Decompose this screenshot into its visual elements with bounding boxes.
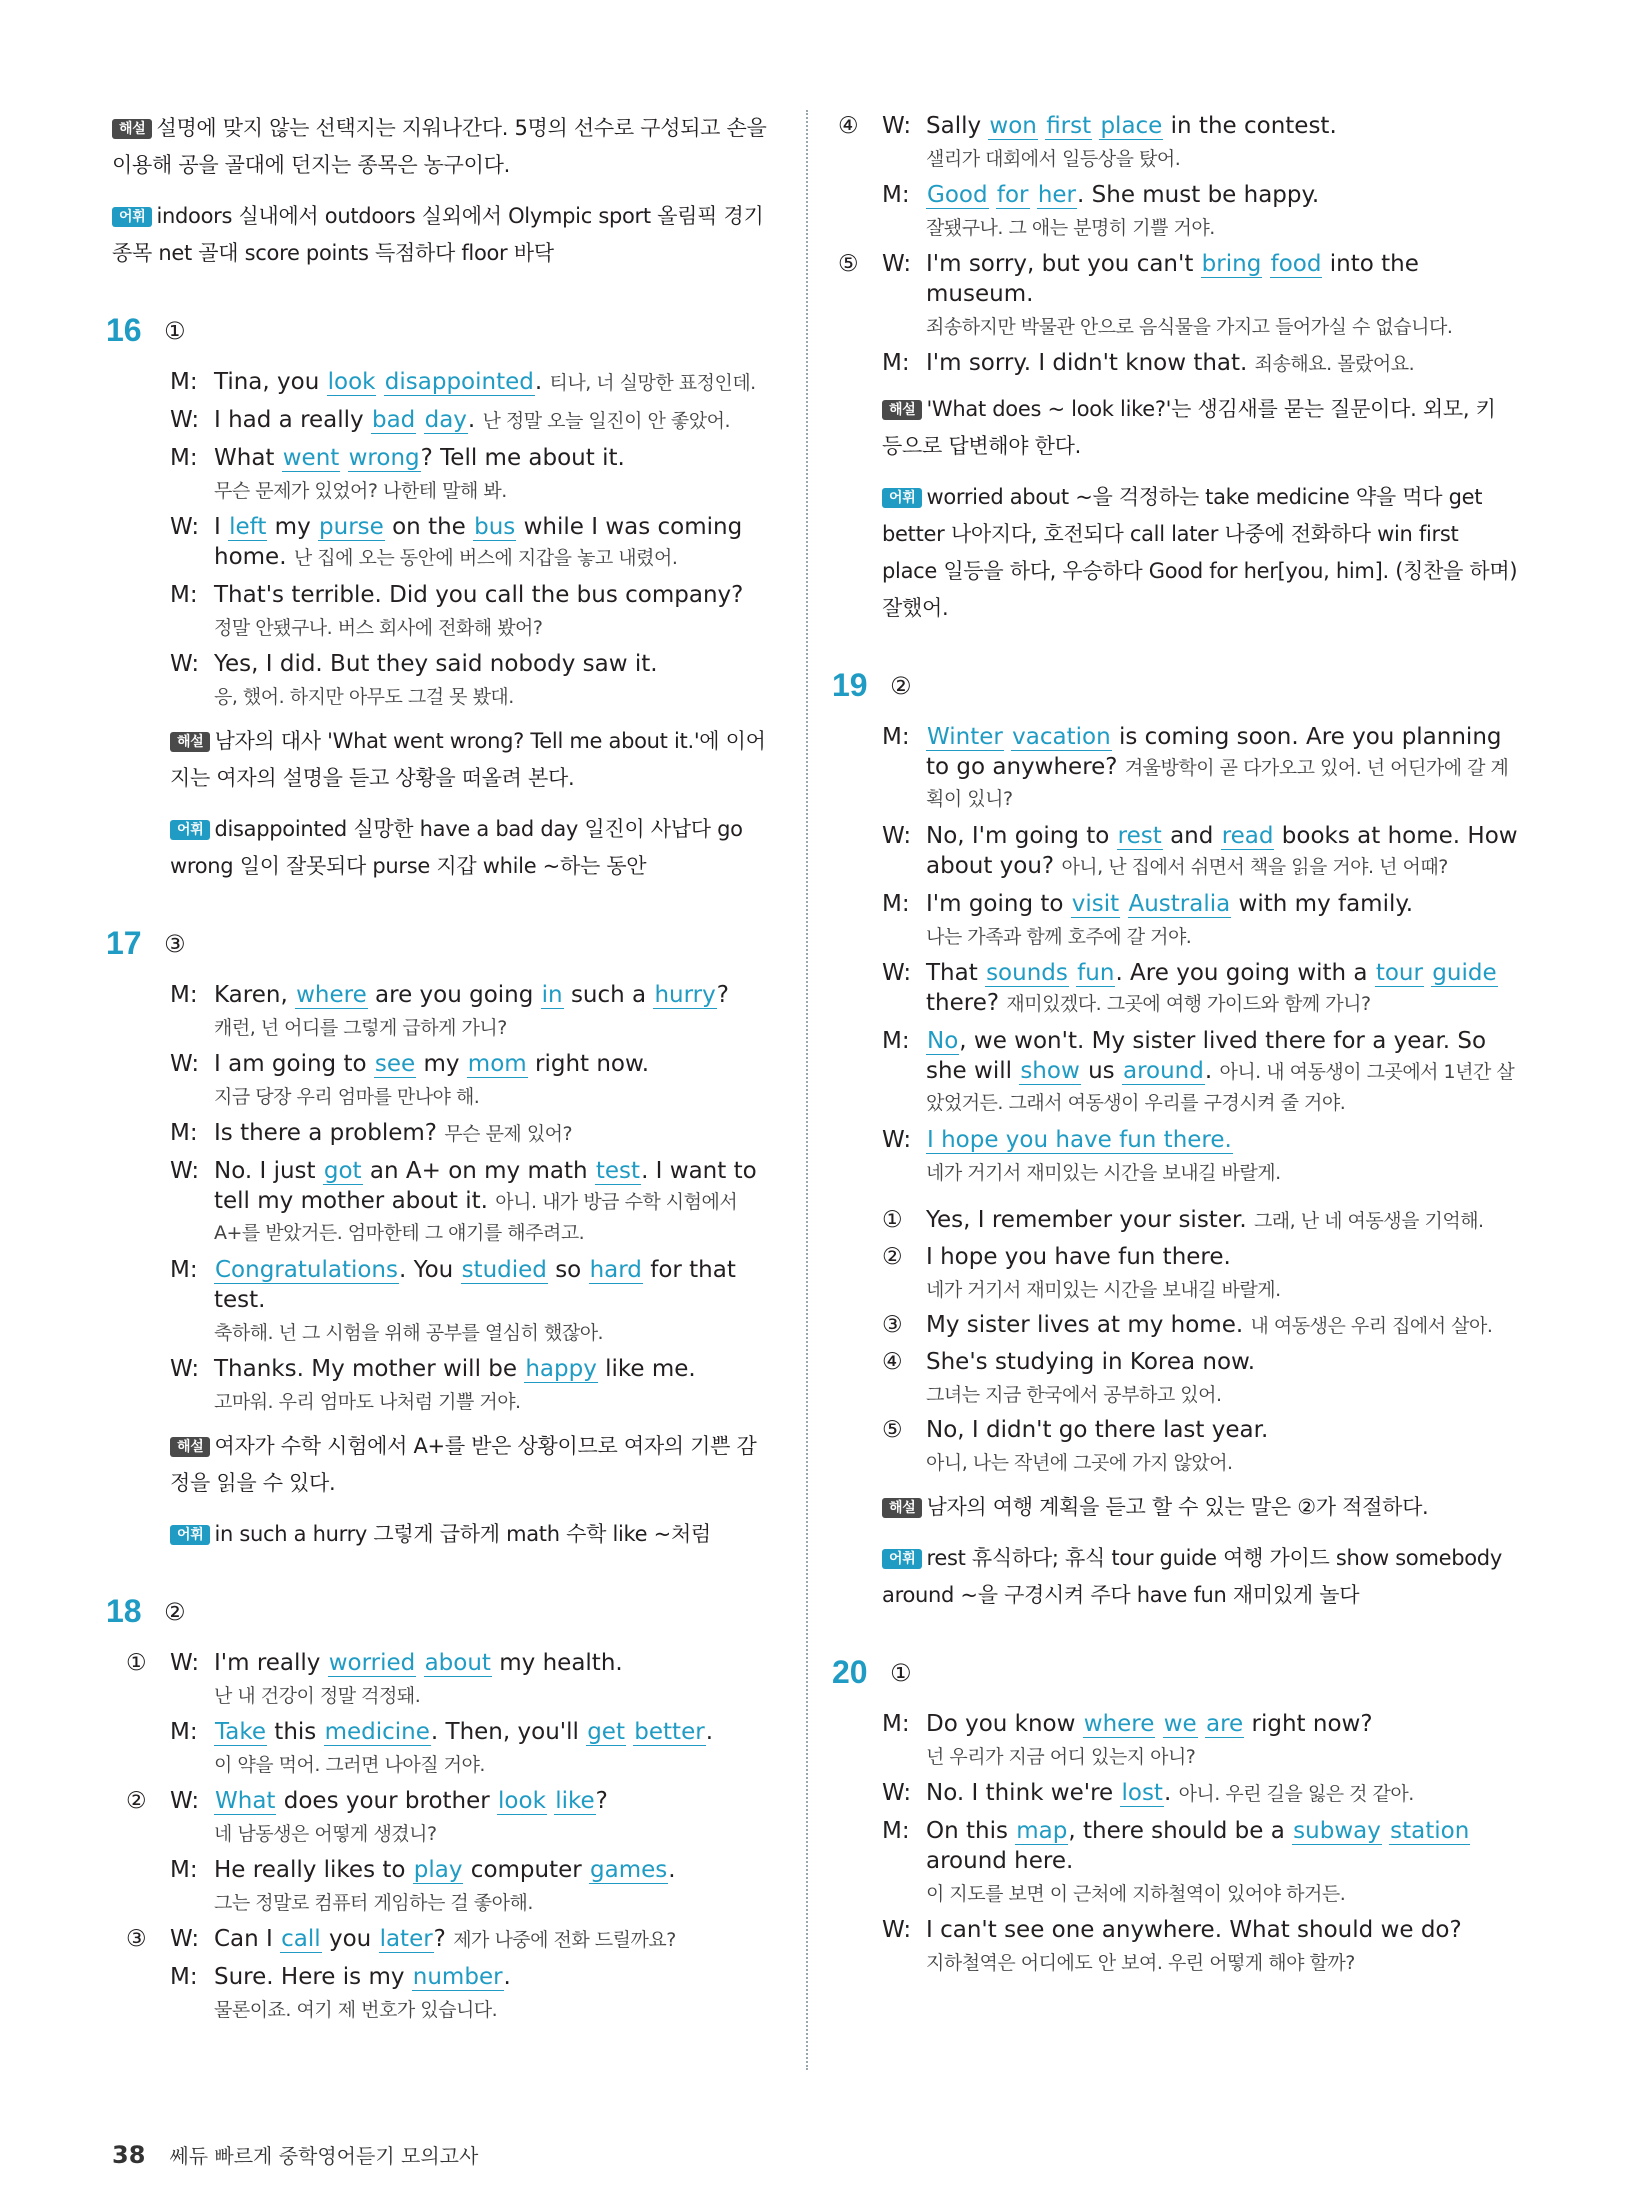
vocabulary-note: 어휘 indoors 실내에서 outdoors 실외에서 Olympic sport 올림픽 경기 종목 net 골대 score points 득점하다 floor 바닥	[112, 204, 764, 265]
explanation-note: 해설 남자의 대사 'What went wrong? Tell me about it.'에 이어지는 여자의 설명을 듣고 상황을 떠올려 본다.	[170, 729, 766, 790]
dialogue: ④ W: Sally won first place in the contest. 샐리가 대회에서 일등상을 탔어. M: Good for her. She must be happy. 잘됐구나. 그 애는 분명히 기쁠 거야. ⑤ W: I'm sorry, but you can't bring food into the museum. 죄송하지만 박물관 안으로 음식물을 가지고 들어가실 수 없습니다. M: I'm sorry. I didn't know that. 죄송해요. 몰랐어요.	[882, 111, 1518, 379]
book-title: 쎄듀 빠르게 중학영어듣기 모의고사	[169, 2144, 479, 2168]
dialogue-line: M: On this map, there should be a subway station around here.	[882, 1818, 1470, 1874]
dialogue-line: M: I'm sorry. I didn't know that. 죄송해요. 몰랐어요.	[882, 350, 1415, 376]
dialogue-line: M: He really likes to play computer games.	[170, 1857, 676, 1883]
answer-choices: ① Yes, I remember your sister. 그래, 난 네 여동생을 기억해. ② I hope you have fun there. 네가 거기서 재미있는 시간을 보내길 바랄게. ③ My sister lives at my home. 내 여동생은 우리 집에서 살아. ④ She's studying in Korea now. 그녀는 지금 한국에서 공부하고 있어. ⑤ No, I didn't go there last year. 아니, 나는 작년에 그곳에 가지 않았어.	[882, 1205, 1518, 1477]
dialogue-line: W: I hope you have fun there.	[882, 1127, 1232, 1153]
dialogue-line: M: Good for her. She must be happy.	[882, 182, 1320, 208]
question-header: 20 ①	[832, 1654, 912, 1690]
dialogue: ① W: I'm really worried about my health. 난 내 건강이 정말 걱정돼. M: Take this medicine. Then, you'll get better. 이 약을 먹어. 그러면 나아질 거야. ② W: What does your brother look like? 네 남동생은 어떻게 생겼니? M: He really likes to play computer games. 그는 정말로 컴퓨터 게임하는 걸 좋아해. ③ W: Can I call you later? 제가 나중에 전화 드릴까요? M: Sure. Here is my number. 물론이죠. 여기 제 번호가 있습니다.	[170, 1648, 772, 2024]
dialogue-line: W: I left my purse on the bus while I was coming home. 난 집에 오는 동안에 버스에 지갑을 놓고 내렸어.	[170, 514, 743, 570]
dialogue: M: Tina, you look disappointed. 티나, 너 실망한 표정인데. W: I had a really bad day. 난 정말 오늘 일진이 안 좋았어. M: What went wrong? Tell me about it. 무슨 문제가 있었어? 나한테 말해 봐. W: I left my purse on the bus while I was coming home. 난 집에 오는 동안에 버스에 지갑을 놓고 내렸어. M: That's terrible. Did you call the bus company? 정말 안됐구나. 버스 회사에 전화해 봤어? W: Yes, I did. But they said nobody saw it. 응, 했어. 하지만 아무도 그걸 못 봤대. 해설 남자의 대사 'What went wrong? Tell me about it.'에 이어지는 여자의 설명을 듣고 상황을 떠올려 본다. 어휘 disappointed 실망한 have a bad day 일진이 사납다 go wrong 일이 잘못되다 purse 지갑 while ~하는 동안	[170, 367, 772, 885]
left-column	[106, 110, 772, 2024]
dialogue-line: M: Congratulations. You studied so hard for that test.	[170, 1257, 736, 1313]
dialogue-line: W: Thanks. My mother will be happy like me.	[170, 1356, 696, 1382]
dialogue-line: M: Sure. Here is my number.	[170, 1964, 511, 1990]
dialogue-line: M: Take this medicine. Then, you'll get better.	[170, 1719, 713, 1745]
vocabulary-note: 어휘 disappointed 실망한 have a bad day 일진이 사납다 go wrong 일이 잘못되다 purse 지갑 while ~하는 동안	[170, 817, 743, 878]
dialogue-line: M: I'm going to visit Australia with my family.	[882, 891, 1414, 917]
dialogue-line: ⑤ W: I'm sorry, but you can't bring food into the museum.	[838, 251, 1419, 307]
vocabulary-note: 어휘 in such a hurry 그렇게 급하게 math 수학 like ~처럼	[170, 1516, 772, 1553]
vocabulary-badge: 어휘	[112, 207, 152, 227]
explanation-note: 해설 남자의 여행 계획을 듣고 할 수 있는 말은 ②가 적절하다.	[882, 1489, 1518, 1526]
question-header: 19 ②	[832, 667, 912, 703]
dialogue-line: W: No. I just got an A+ on my math test. I want to tell my mother about it. 아니. 내가 방금 수학 시험에서 A+를 받았거든. 엄마한테 그 얘기를 해주려고.	[170, 1158, 757, 1244]
dialogue-line: M: Do you know where we are right now?	[882, 1711, 1373, 1737]
dialogue-line: M: What went wrong? Tell me about it.	[170, 445, 625, 471]
dialogue: M: Karen, where are you going in such a hurry? 캐런, 넌 어디를 그렇게 급하게 가니? W: I am going to see my mom right now. 지금 당장 우리 엄마를 만나야 해. M: Is there a problem? 무슨 문제 있어? W: No. I just got an A+ on my math test. I want to tell my mother about it. 아니. 내가 방금 수학 시험에서 A+를 받았거든. 엄마한테 그 얘기를 해주려고. M: Congratulations. You studied so hard for that test. 축하해. 넌 그 시험을 위해 공부를 열심히 했잖아. W: Thanks. My mother will be happy like me. 고마워. 우리 엄마도 나처럼 기쁠 거야. 해설 여자가 수학 시험에서 A+를 받은 상황이므로 여자의 기쁜 감정을 읽을 수 있다. 어휘 in such a hurry 그렇게 급하게 math 수학 like ~처럼	[170, 980, 772, 1553]
question-header: 16 ①	[106, 312, 186, 348]
dialogue-line: W: Yes, I did. But they said nobody saw it.	[170, 651, 658, 677]
dialogue: M: Do you know where we are right now? 넌 우리가 지금 어디 있는지 아니? W: No. I think we're lost. 아니. 우린 길을 잃은 것 같아. M: On this map, there should be a subway station around here. 이 지도를 보면 이 근처에 지하철역이 있어야 하거든. W: I can't see one anywhere. What should we do? 지하철역은 어디에도 안 보여. 우린 어떻게 해야 할까?	[882, 1709, 1518, 1977]
dialogue-line: M: Karen, where are you going in such a hurry?	[170, 982, 729, 1008]
dialogue-line: W: I am going to see my mom right now.	[170, 1051, 650, 1077]
choice-item: ② I hope you have fun there.	[882, 1244, 1231, 1270]
explanation-note: 해설 'What does ~ look like?'는 생김새를 묻는 질문이다. 외모, 키 등으로 답변해야 한다.	[882, 397, 1496, 458]
page-number: 38	[112, 2141, 146, 2169]
dialogue-line: W: I had a really bad day. 난 정말 오늘 일진이 안 좋았어.	[170, 407, 731, 433]
right-column	[832, 110, 1518, 1977]
page-footer	[112, 2140, 478, 2169]
question-header: 17 ③	[106, 925, 186, 961]
dialogue-line: ① W: I'm really worried about my health.	[126, 1650, 623, 1676]
dialogue: M: Winter vacation is coming soon. Are you planning to go anywhere? 겨울방학이 곧 다가오고 있어. 넌 어딘가에 갈 계획이 있니? W: No, I'm going to rest and read books at home. How about you? 아니, 난 집에서 쉬면서 책을 읽을 거야. 넌 어때? M: I'm going to visit Australia with my family. 나는 가족과 함께 호주에 갈 거야. W: That sounds fun. Are you going with a tour guide there? 재미있겠다. 그곳에 여행 가이드와 함께 가니? M: No, we won't. My sister lived there for a year. So she will show us around. 아니. 내 여동생이 그곳에서 1년간 살았었거든. 그래서 여동생이 우리를 구경시켜 줄 거야. W: I hope you have fun there. 네가 거기서 재미있는 시간을 보내길 바랄게.	[882, 724, 1518, 1184]
choice-item: ① Yes, I remember your sister. 그래, 난 네 여동생을 기억해.	[882, 1207, 1484, 1233]
question-header: 18 ②	[106, 1593, 186, 1629]
dialogue-line: M: That's terrible. Did you call the bus company?	[170, 582, 744, 608]
dialogue-line: ③ W: Can I call you later? 제가 나중에 전화 드릴까요?	[126, 1926, 676, 1952]
dialogue-line: M: No, we won't. My sister lived there for a year. So she will show us around. 아니. 내 여동생이 그곳에서 1년간 살았었거든. 그래서 여동생이 우리를 구경시켜 줄 거야.	[882, 1028, 1515, 1114]
dialogue-line: ② W: What does your brother look like?	[126, 1788, 608, 1814]
choice-item: ④ She's studying in Korea now.	[882, 1349, 1256, 1375]
dialogue-line: M: Is there a problem? 무슨 문제 있어?	[170, 1120, 573, 1146]
column-divider	[806, 110, 808, 2070]
explanation-note: 해설 여자가 수학 시험에서 A+를 받은 상황이므로 여자의 기쁜 감정을 읽을 수 있다.	[170, 1434, 757, 1495]
dialogue-line: M: Winter vacation is coming soon. Are you planning to go anywhere? 겨울방학이 곧 다가오고 있어. 넌 어딘가에 갈 계획이 있니?	[882, 724, 1509, 810]
dialogue-line: W: That sounds fun. Are you going with a tour guide there? 재미있겠다. 그곳에 여행 가이드와 함께 가니?	[882, 960, 1497, 1016]
explanation-badge: 해설	[112, 119, 152, 139]
dialogue-line: ④ W: Sally won first place in the contest.	[838, 113, 1337, 139]
vocabulary-note: 어휘 rest 휴식하다; 휴식 tour guide 여행 가이드 show somebody around ~을 구경시켜 주다 have fun 재미있게 놀다	[882, 1546, 1502, 1607]
vocabulary-note: 어휘 worried about ~을 걱정하는 take medicine 약을 먹다 get better 나아지다, 호전되다 call later 나중에 전화하다 win first place 일등을 하다, 우승하다 Good for her[you, him]. (칭찬을 하며) 잘했어.	[882, 485, 1518, 620]
dialogue-line: W: No. I think we're lost. 아니. 우린 길을 잃은 것 같아.	[882, 1780, 1414, 1806]
explanation-note: 해설 설명에 맞지 않는 선택지는 지워나간다. 5명의 선수로 구성되고 손을 이용해 공을 골대에 던지는 종목은 농구이다.	[112, 116, 767, 177]
dialogue-line: M: Tina, you look disappointed. 티나, 너 실망한 표정인데.	[170, 369, 756, 395]
dialogue-line: W: I can't see one anywhere. What should we do?	[882, 1917, 1462, 1943]
choice-item: ③ My sister lives at my home. 내 여동생은 우리 집에서 살아.	[882, 1312, 1493, 1338]
dialogue-line: W: No, I'm going to rest and read books at home. How about you? 아니, 난 집에서 쉬면서 책을 읽을 거야. 넌 어때?	[882, 823, 1518, 879]
choice-item: ⑤ No, I didn't go there last year.	[882, 1417, 1269, 1443]
